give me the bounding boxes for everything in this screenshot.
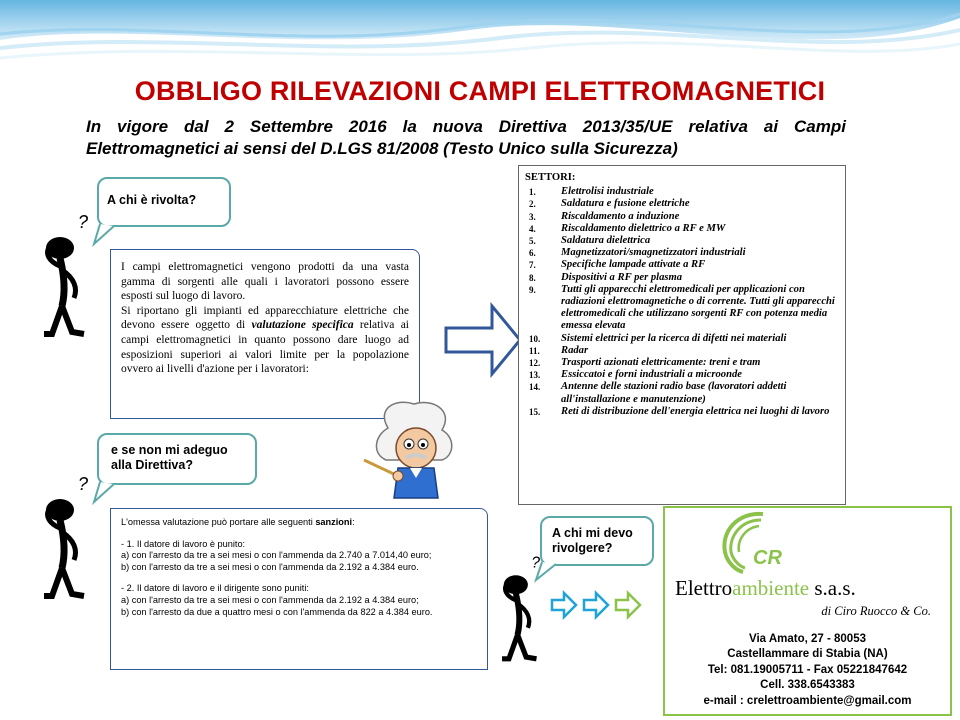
sector-item bbox=[525, 198, 839, 210]
sanction-2-a: a) con l'arresto da tre a sei mesi o con l'ammenda da 2.192 a 4.384 euro; bbox=[121, 594, 419, 605]
sanctions-intro: L'omessa valutazione può portare alle seguenti sanzioni: bbox=[121, 517, 355, 527]
bubble-consequences-text: e se non mi adeguo alla Direttiva? bbox=[111, 443, 228, 472]
sector-text: Trasporti azionati elettricamente: treni e tram bbox=[561, 357, 761, 369]
sector-item bbox=[525, 333, 839, 345]
header-wave-decoration bbox=[0, 0, 960, 80]
sanctions-panel bbox=[110, 508, 488, 670]
company-name: Elettroambiente s.a.s. bbox=[675, 576, 856, 600]
page-subtitle: In vigore dal 2 Settembre 2016 la nuova Direttiva 2013/35/UE relativa ai Campi Elettromagnetici ai sensi del D.LGS 81/2008 (Testo Unico sulla Sicurezza) bbox=[86, 117, 846, 158]
company-phone: Tel: 081.19005711 - Fax 05221847642 bbox=[707, 663, 908, 676]
svg-text:?: ? bbox=[78, 474, 89, 494]
sector-text: Tutti gli apparecchi elettromedicali per applicazioni con radiazioni elettromagnetiche o di corrente. Tutti gli apparecchi elettromedicali che utilizzano sorgenti RF con potenza media emessa elevata bbox=[561, 283, 835, 332]
sector-item bbox=[525, 247, 839, 259]
company-address: Via Amato, 27 - 80053 bbox=[749, 633, 866, 645]
company-logo-icon bbox=[717, 510, 787, 576]
sector-item bbox=[525, 406, 839, 418]
speech-bubble-consequences bbox=[97, 433, 257, 485]
svg-text:?: ? bbox=[531, 554, 540, 572]
sector-item bbox=[525, 381, 839, 405]
sector-item bbox=[525, 345, 839, 357]
info-paragraph-1: I campi elettromagnetici vengono prodotti da una vasta gamma di sorgenti alle quali i lavoratori possono essere esposti sul luogo di lavoro. bbox=[121, 261, 409, 303]
sector-text: Dispositivi a RF per plasma bbox=[561, 271, 683, 283]
sector-number: 13. bbox=[529, 370, 541, 381]
company-email: e-mail : crelettroambiente@gmail.com bbox=[703, 694, 912, 707]
sector-item bbox=[525, 369, 839, 381]
sector-number: 10. bbox=[529, 333, 541, 344]
sector-number: 4. bbox=[529, 223, 536, 234]
sanction-1-b: b) con l'arresto da tre a sei mesi o con l'ammenda da 2.192 a 4.384 euro. bbox=[121, 561, 419, 572]
sector-number: 2. bbox=[529, 199, 536, 210]
sector-text: Magnetizzatori/smagnetizzatori industriali bbox=[561, 247, 746, 259]
sector-text: Elettrolisi industriale bbox=[561, 186, 654, 198]
sector-text: Riscaldamento a induzione bbox=[561, 210, 680, 222]
company-cell: Cell. 338.6543383 bbox=[760, 679, 855, 692]
sector-number: 6. bbox=[529, 248, 536, 259]
sector-text: Riscaldamento dielettrico a RF e MW bbox=[561, 222, 726, 234]
speech-bubble-contact bbox=[540, 516, 654, 566]
sanction-1-title: - 1. Il datore di lavoro è punito: bbox=[121, 538, 246, 549]
sector-number: 15. bbox=[529, 406, 541, 417]
sector-number: 1. bbox=[529, 187, 536, 198]
sector-text: Antenne delle stazioni radio base (lavoratori addetti all'installazione e manutenzione) bbox=[561, 381, 787, 405]
bubble-target-text: A chi è rivolta? bbox=[107, 193, 197, 207]
sector-text: Specifiche lampade attivate a RF bbox=[561, 259, 706, 271]
company-owner: di Ciro Ruocco & Co. bbox=[821, 604, 931, 618]
bubble-tail-1 bbox=[92, 222, 122, 248]
sector-number: 14. bbox=[529, 382, 541, 393]
company-contacts bbox=[665, 632, 950, 709]
sector-item bbox=[525, 357, 839, 369]
professor-cartoon-icon bbox=[358, 398, 470, 502]
sectors-list bbox=[525, 186, 839, 418]
sector-text: Reti di distribuzione dell'energia elettrica nei luoghi di lavoro bbox=[561, 405, 830, 417]
info-panel-fields bbox=[110, 249, 420, 419]
sector-number: 5. bbox=[529, 236, 536, 247]
big-right-arrow-icon bbox=[444, 300, 524, 380]
sector-item bbox=[525, 223, 839, 235]
bubble-contact-text: A chi mi devo rivolgere? bbox=[552, 526, 633, 555]
sector-text: Sistemi elettrici per la ricerca di difetti nei materiali bbox=[561, 332, 787, 344]
sector-number: 3. bbox=[529, 211, 536, 222]
page-title: OBBLIGO RILEVAZIONI CAMPI ELETTROMAGNETICI bbox=[134, 76, 826, 106]
svg-text:CR: CR bbox=[753, 547, 782, 569]
bubble-tail-2 bbox=[92, 480, 122, 506]
sector-item bbox=[525, 284, 839, 333]
company-card bbox=[663, 506, 952, 716]
svg-text:?: ? bbox=[78, 212, 89, 232]
sector-item bbox=[525, 235, 839, 247]
sector-number: 8. bbox=[529, 272, 536, 283]
sanction-1-a: a) con l'arresto da tre a sei mesi o con l'ammenda da 2.740 a 7.014,40 euro; bbox=[121, 550, 432, 561]
sectors-list-panel bbox=[518, 165, 846, 505]
sector-number: 7. bbox=[529, 260, 536, 271]
info-paragraph-2: Si riportano gli impianti ed apparecchiature elettriche che devono essere oggetto di valutazione specifica relativa ai campi elettromagnetici in quanto possono dare luogo ad esposizioni superiori ai valori limite per la popolazione ovvero ai livelli d'azione per i lavoratori: bbox=[121, 304, 409, 376]
company-city: Castellammare di Stabia (NA) bbox=[727, 648, 888, 661]
speech-bubble-target bbox=[97, 177, 231, 227]
sector-text: Radar bbox=[561, 344, 589, 356]
sector-text: Saldatura e fusione elettriche bbox=[561, 198, 690, 210]
small-arrows-icon bbox=[550, 590, 650, 620]
sanction-2-title: - 2. Il datore di lavoro e il dirigente sono puniti: bbox=[121, 583, 309, 594]
sector-number: 9. bbox=[529, 284, 536, 295]
sector-item bbox=[525, 272, 839, 284]
sector-number: 11. bbox=[529, 345, 540, 356]
sector-item bbox=[525, 211, 839, 223]
sectors-heading: SETTORI: bbox=[525, 172, 576, 183]
sector-item bbox=[525, 186, 839, 198]
bubble-tail-3 bbox=[534, 560, 564, 584]
sector-text: Saldatura dielettrica bbox=[561, 235, 651, 247]
sanction-2-b: b) con l'arresto da due a quattro mesi o con l'ammenda da 822 a 4.384 euro. bbox=[121, 606, 433, 617]
sector-number: 12. bbox=[529, 358, 541, 369]
sector-item bbox=[525, 259, 839, 271]
sector-text: Essiccatoi e forni industriali a microonde bbox=[561, 369, 742, 381]
